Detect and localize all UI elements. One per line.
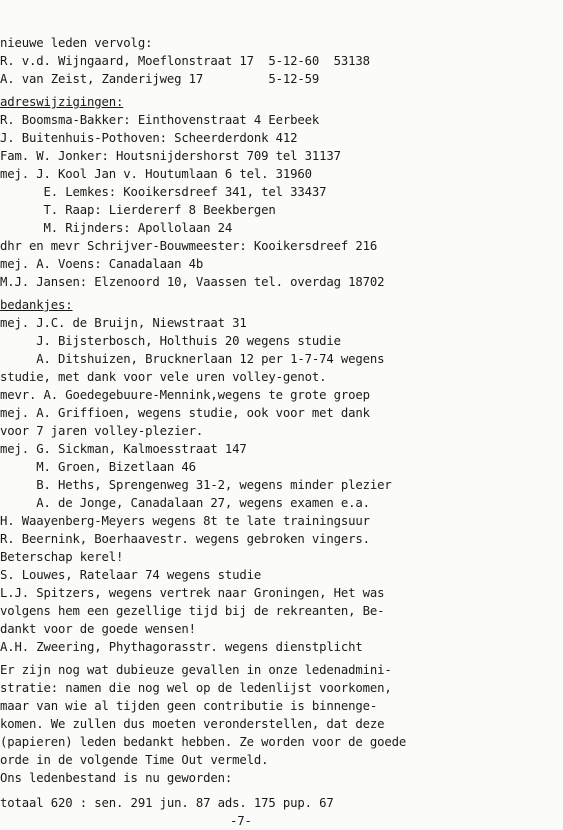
thanks-line: A. Ditshuizen, Brucknerlaan 12 per 1-7-74 wegens (0, 352, 385, 366)
thanks-line: Beterschap kerel! (0, 550, 124, 564)
thanks-line: S. Louwes, Ratelaar 74 wegens studie (0, 568, 262, 582)
address-line: R. Boomsma-Bakker: Einthovenstraat 4 Eerbeek (0, 113, 320, 127)
address-line: T. Raap: Lierdererf 8 Beekbergen (0, 203, 276, 217)
thanks-line: A.H. Zweering, Phythagorasstr. wegens dienstplicht (0, 640, 363, 654)
note-line: komen. We zullen dus moeten veronderstellen, dat deze (0, 717, 385, 731)
thanks-line: A. de Jonge, Canadalaan 27, wegens examen e.a. (0, 496, 370, 510)
thanks-line: H. Waayenberg-Meyers wegens 8t te late trainingsuur (0, 514, 370, 528)
typed-text (0, 34, 563, 830)
thanks-line: mej. G. Sickman, Kalmoesstraat 147 (0, 442, 247, 456)
thanks-line: L.J. Spitzers, wegens vertrek naar Groningen, Het was (0, 586, 385, 600)
note-line: stratie: namen die nog wel op de ledenlijst voorkomen, (0, 681, 392, 695)
address-line: mej. J. Kool Jan v. Houtumlaan 6 tel. 31960 (0, 167, 312, 181)
section-heading-new-members: nieuwe leden vervolg: (0, 36, 153, 50)
note-line: (papieren) leden bedankt hebben. Ze worden voor de goede (0, 735, 407, 749)
thanks-line: mej. A. Griffioen, wegens studie, ook voor met dank (0, 406, 370, 420)
member-line: A. van Zeist, Zanderijweg 17 5-12-59 (0, 72, 320, 86)
thanks-line: mevr. A. Goedegebuure-Mennink,wegens te grote groep (0, 388, 370, 402)
address-line: M. Rijnders: Apollolaan 24 (0, 221, 233, 235)
address-line: Fam. W. Jonker: Houtsnijdershorst 709 tel 31137 (0, 149, 341, 163)
address-line: M.J. Jansen: Elzenoord 10, Vaassen tel. overdag 18702 (0, 275, 385, 289)
address-line: E. Lemkes: Kooikersdreef 341, tel 33437 (0, 185, 327, 199)
address-line: mej. A. Voens: Canadalaan 4b (0, 257, 204, 271)
thanks-line: studie, met dank voor vele uren volley-genot. (0, 370, 327, 384)
note-line: Ons ledenbestand is nu geworden: (0, 771, 233, 785)
thanks-line: B. Heths, Sprengenweg 31-2, wegens minder plezier (0, 478, 392, 492)
note-line: maar van wie al tijden geen contributie is binnenge- (0, 699, 378, 713)
thanks-line: M. Groen, Bizetlaan 46 (0, 460, 196, 474)
membership-totals: totaal 620 : sen. 291 jun. 87 ads. 175 pup. 67 (0, 796, 334, 810)
section-heading-address-changes: adreswijzigingen: (0, 95, 124, 109)
section-heading-thanks: bedankjes: (0, 298, 73, 312)
thanks-line: volgens hem een gezellige tijd bij de rekreanten, Be- (0, 604, 385, 618)
page-number: -7- (230, 814, 252, 828)
address-line: J. Buitenhuis-Pothoven: Scheerderdonk 412 (0, 131, 298, 145)
thanks-line: R. Beernink, Boerhaavestr. wegens gebroken vingers. (0, 532, 370, 546)
note-line: orde in de volgende Time Out vermeld. (0, 753, 269, 767)
thanks-line: mej. J.C. de Bruijn, Niewstraat 31 (0, 316, 247, 330)
address-line: dhr en mevr Schrijver-Bouwmeester: Kooikersdreef 216 (0, 239, 378, 253)
thanks-line: dankt voor de goede wensen! (0, 622, 196, 636)
thanks-line: J. Bijsterbosch, Holthuis 20 wegens studie (0, 334, 341, 348)
thanks-line: voor 7 jaren volley-plezier. (0, 424, 204, 438)
member-line: R. v.d. Wijngaard, Moeflonstraat 17 5-12-60 53138 (0, 54, 370, 68)
note-line: Er zijn nog wat dubieuze gevallen in onze ledenadmini- (0, 663, 392, 677)
